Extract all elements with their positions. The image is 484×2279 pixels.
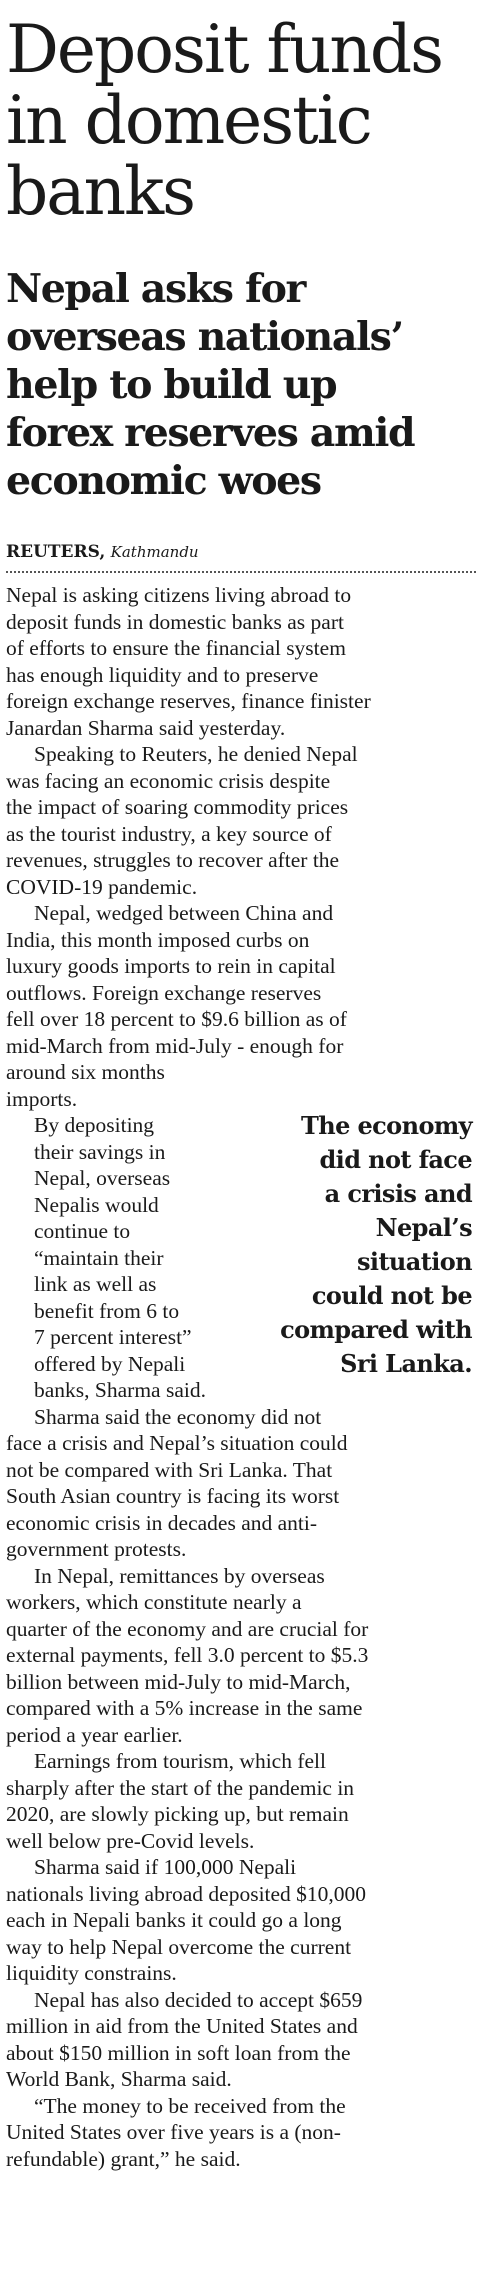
body-line: around six months bbox=[6, 1060, 165, 1084]
pull-quote-line: Nepal’s bbox=[375, 1213, 472, 1242]
body-line: not be compared with Sri Lanka. That bbox=[6, 1457, 333, 1482]
body-line: benefit from 6 to bbox=[34, 1298, 180, 1323]
body-line: revenues, struggles to recover after the bbox=[6, 848, 340, 872]
body-line: United States over five years is a (non- bbox=[6, 2120, 341, 2144]
body-line: imports. bbox=[6, 1086, 78, 1111]
subheadline-line: economic woes bbox=[6, 458, 321, 504]
body-line: mid-March from mid-July - enough for bbox=[6, 1033, 344, 1058]
byline-location: Kathmandu bbox=[110, 543, 199, 561]
body-line: In Nepal, remittances by overseas bbox=[34, 1563, 325, 1588]
body-line: outflows. Foreign exchange reserves bbox=[6, 980, 322, 1005]
body-line: deposit funds in domestic banks as part bbox=[6, 609, 344, 634]
body-line: World Bank, Sharma said. bbox=[6, 2067, 232, 2091]
body-line: “maintain their bbox=[34, 1245, 164, 1270]
body-line: of efforts to ensure the financial system bbox=[6, 636, 346, 660]
pull-quote-line: did not face bbox=[319, 1145, 472, 1174]
body-line: compared with a 5% increase in the same bbox=[6, 1696, 363, 1720]
body-line: government protests. bbox=[6, 1537, 187, 1561]
pull-quote-line: Sri Lanka. bbox=[340, 1349, 472, 1378]
pull-quote-line: situation bbox=[357, 1247, 472, 1276]
body-line: economic crisis in decades and anti- bbox=[6, 1510, 318, 1535]
body-line: South Asian country is facing its worst bbox=[6, 1484, 340, 1508]
body-line: well below pre-Covid levels. bbox=[6, 1828, 255, 1853]
headline-line: Deposit funds bbox=[6, 11, 442, 88]
body-line: Sharma said the economy did not bbox=[34, 1404, 322, 1429]
subheadline-line: Nepal asks for bbox=[6, 266, 305, 312]
body-line: quarter of the economy and are crucial for bbox=[6, 1616, 369, 1641]
body-line: workers, which constitute nearly a bbox=[6, 1590, 302, 1614]
body-line: nationals living abroad deposited $10,000 bbox=[6, 1881, 367, 1906]
body-line: was facing an economic crisis despite bbox=[6, 768, 331, 793]
body-line: luxury goods imports to rein in capital bbox=[6, 954, 336, 978]
body-line: Nepal is asking citizens living abroad to bbox=[6, 583, 352, 607]
body-line: Nepalis would bbox=[34, 1192, 159, 1217]
subheadline-line: overseas nationals’ bbox=[6, 314, 403, 360]
body-line: fell over 18 percent to $9.6 billion as of bbox=[6, 1007, 347, 1031]
body-line: sharply after the start of the pandemic in bbox=[6, 1775, 355, 1800]
body-line: refundable) grant,” he said. bbox=[6, 2146, 241, 2171]
headline-line: in domestic bbox=[6, 82, 371, 159]
byline-agency: REUTERS, bbox=[6, 542, 106, 562]
body-line: Sharma said if 100,000 Nepali bbox=[34, 1855, 297, 1879]
body-line: period a year earlier. bbox=[6, 1722, 183, 1747]
headline-line: banks bbox=[6, 153, 194, 230]
body-line: about $150 million in soft loan from the bbox=[6, 2040, 351, 2065]
body-line: link as well as bbox=[34, 1272, 157, 1296]
subheadline-line: forex reserves amid bbox=[6, 410, 415, 456]
body-line: face a crisis and Nepal’s situation could bbox=[6, 1431, 348, 1455]
body-line: By depositing bbox=[34, 1113, 155, 1137]
body-line: Earnings from tourism, which fell bbox=[34, 1749, 326, 1773]
body-line: 2020, are slowly picking up, but remain bbox=[6, 1802, 349, 1826]
pull-quote-line: The economy bbox=[300, 1111, 472, 1140]
byline bbox=[6, 541, 199, 563]
headline bbox=[6, 11, 478, 230]
body-line: “The money to be received from the bbox=[34, 2093, 346, 2118]
body-line: Speaking to Reuters, he denied Nepal bbox=[34, 742, 358, 766]
subheadline-line: help to build up bbox=[6, 362, 337, 408]
body-line: million in aid from the United States and bbox=[6, 2014, 358, 2038]
body-line: liquidity constrains. bbox=[6, 1961, 177, 1985]
pull-quote-line: a crisis and bbox=[324, 1179, 472, 1208]
body-line: billion between mid-July to mid-March, bbox=[6, 1669, 351, 1694]
dotted-divider bbox=[6, 571, 476, 573]
body-line: their savings in bbox=[34, 1139, 166, 1164]
body-line: banks, Sharma said. bbox=[34, 1378, 206, 1402]
body-line: continue to bbox=[34, 1219, 131, 1243]
body-line: each in Nepali banks it could go a long bbox=[6, 1908, 342, 1932]
body-line: has enough liquidity and to preserve bbox=[6, 662, 319, 687]
body-line: Janardan Sharma said yesterday. bbox=[6, 715, 286, 740]
body-line: external payments, fell 3.0 percent to $5.3 bbox=[6, 1643, 369, 1667]
body-line: COVID-19 pandemic. bbox=[6, 874, 198, 899]
subheadline bbox=[6, 265, 478, 505]
body-line: the impact of soaring commodity prices bbox=[6, 795, 349, 819]
body-line: Nepal has also decided to accept $659 bbox=[34, 1987, 363, 2012]
pull-quote-line: compared with bbox=[280, 1315, 472, 1344]
pull-quote bbox=[262, 1109, 472, 1381]
body-line: way to help Nepal overcome the current bbox=[6, 1934, 352, 1959]
body-line: offered by Nepali bbox=[34, 1351, 186, 1376]
body-line: 7 percent interest” bbox=[34, 1325, 192, 1349]
pull-quote-line: could not be bbox=[311, 1281, 472, 1310]
body-line: Nepal, wedged between China and bbox=[34, 901, 334, 925]
body-line: India, this month imposed curbs on bbox=[6, 927, 310, 952]
body-line: Nepal, overseas bbox=[34, 1166, 171, 1190]
body-line: as the tourist industry, a key source of bbox=[6, 821, 332, 846]
body-line: foreign exchange reserves, finance finister bbox=[6, 689, 371, 713]
